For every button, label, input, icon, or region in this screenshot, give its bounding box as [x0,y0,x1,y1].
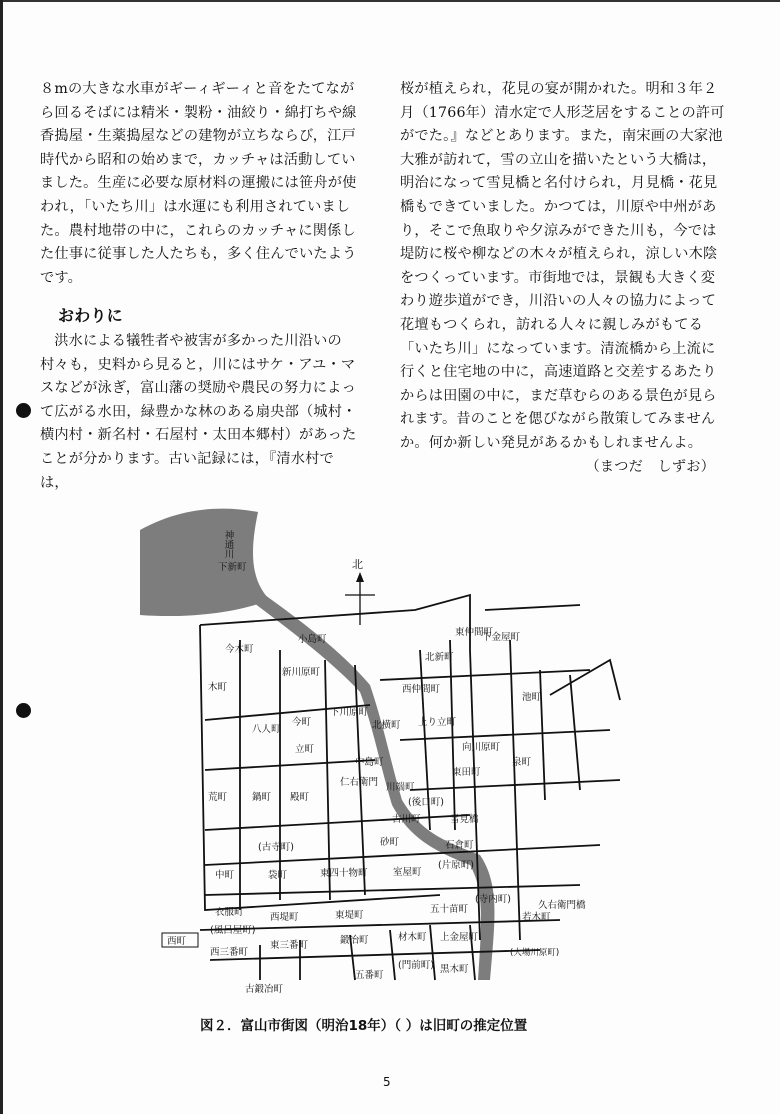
map-label-noborimachi: 上り立町 [418,717,457,728]
binding-hole-upper [16,403,31,418]
right-paragraph: 桜が植えられ，花見の宴が開かれた。明和３年２月（1766年）清水定で人形芝居をすることの許可がでた。』などとあります。また，南宋画の大家池大雅が訪れて，雪の立山を描いたという大橋は，明治になって雪見橋と名付けられ，月見橋・花見橋もできていました。かつては，川原や中州があり，そこで魚取りや夕涼みができた川も，今では堤防に桜や柳などの木々が植えられ，涼しい木陰をつくっています。市街地では，景観も大きく変わり遊歩道ができ，川沿いの人々の協力によって花壇もつくられ，訪れる人々に親しみがもてる「いたち川」になっています。清流橋から上流に行くと住宅地の中に，高速道路と交差するあたりからは田園の中に，まだ草むらのある景色が見られます。昔のことを偲びながら散策してみませんか。何か新しい発見があるかもしれませんよ。 [400,81,725,451]
right-column [400,78,725,479]
map-label-katahara: (片原町) [438,860,474,871]
map-label-atokuchi: (後口町) [408,797,444,808]
map-label-irumachi: 衣服町 [215,907,244,918]
map-label-furukajimachi: 古鍛冶町 [245,984,284,995]
map-label-muroyacho: 室屋町 [393,867,422,878]
map-label-furoyamachi: (風呂屋町) [210,925,256,936]
map-label-aramachi: 荒町 [208,792,228,803]
page-top-edge [0,0,780,2]
map-label-nishisanban: 西三番町 [210,947,249,958]
map-label-kojimacho: 小島町 [298,634,327,645]
map-label-kamikanaya: 上金屋町 [440,932,479,943]
map-label-higashinakanomachi: 東仲間町 [455,627,494,638]
map-label-hachininmachi: 八人町 [252,724,281,735]
map-label-wakagimachi: 若木町 [522,912,551,923]
map-label-kitayanagimachi: 北横町 [372,720,401,731]
binding-hole-lower [16,703,31,718]
map-label-shimoshinmachi: 下新町 [218,562,247,573]
map-label-tonomachi: 殿町 [290,792,310,803]
map-label-jinzu: 神通川 [222,530,234,559]
map-label-shimokanayamachi: 下金屋町 [482,632,521,643]
map-label-furukawamachi: 古川町 [392,814,421,825]
map-label-mukaikawaramachi: 向川原町 [462,742,501,753]
map-label-kyuemon: 久右衛門橋 [538,900,586,911]
left-paragraph-1: ８mの大きな水車がギーィギーィと音をたてながら回るそばには精米・製粉・油絞り・綿打ちや線香搗屋・生薬搗屋などの建物が立ちならび，江戸時代から昭和の始めまで，カッチャは活動していました。生産に必要な原材料の運搬には笹舟が使われ，「いたち川」は水運にも利用されていました。農村地帯の中に，これらのカッチャに関係した仕事に従事した人たちも，多く住んでいたようです。 [40,81,357,286]
map-label-higashitsutsumi: 東堤町 [335,910,364,921]
map-label-mondaimachi: (門前町) [398,960,434,971]
toyama-street-map [140,500,660,1000]
map-label-kitashinmachi: 北新町 [425,652,454,663]
north-label: 北 [352,558,363,571]
map-label-kawabatamachi: 川端町 [386,782,415,793]
map-label-fukuromachi: 袋町 [268,870,288,881]
map-label-higashisanban: 東三番町 [270,940,309,951]
map-label-gobanmachi: 五番町 [355,970,384,981]
map-label-nakajimamachi: 中島町 [355,757,384,768]
section-heading: おわりに [58,306,123,326]
figure-caption: 図２．富山市街図（明治18年）（ ）は旧町の推定位置 [200,1018,528,1034]
map-label-nakamachi: 中町 [215,870,235,881]
map-label-shimokawaramachi: 下川原町 [330,707,369,718]
map-label-goshimachi: 五十苗町 [430,904,469,915]
map-label-izumimachi: 泉町 [512,757,532,768]
map-label-shinkawaramachi: 新川原町 [282,667,321,678]
map-label-nishinakanomachi: 西仲間町 [402,684,441,695]
page-left-edge [0,0,3,1114]
map-label-kurokimachi: 黒木町 [440,964,469,975]
map-label-tatemachi: 立町 [295,744,315,755]
map-label-teramachi: (寺内町) [475,894,511,905]
map-label-nishitsutsumi: 西堤町 [270,912,299,923]
map-label-ishikuramachi: 石倉町 [445,840,474,851]
map-label-kajimachi: 鍛冶町 [340,935,369,946]
map-label-daikukawara: (大場川原町) [510,948,560,958]
map-label-sunamachi: 砂町 [380,837,400,848]
map-label-sashimachi: 鍋町 [252,792,272,803]
map-label-higashidamachi: 東田町 [452,767,481,778]
map-label-imakimachi: 今木町 [225,644,254,655]
map-label-imamachi: 今町 [292,717,312,728]
page-number: 5 [383,1075,391,1089]
map-label-kodera: (古寺町) [258,842,294,853]
left-column [40,78,358,495]
map-label-yukimibashi: 雪見橋 [450,814,479,825]
map-label-zaimokumachi: 材木町 [398,932,427,943]
left-paragraph-2: 洪水による犠牲者や被害が多かった川沿いの村々も，史料から見ると，川にはサケ・アユ・マスなどが泳ぎ，富山藩の奨励や農民の努力によって広がる水田，緑豊かな林のある扇央部（城村・横内村・新名村・石屋村・太田本郷村）があったことが分かります。古い記録には，『清水村では， [40,332,357,491]
map-label-nishimachi: 西町 [167,936,187,947]
map-label-higashi4: 東四十物町 [320,868,368,879]
map-label-ki-machi: 木町 [208,682,228,693]
author-credit: （まつだ しずお） [585,458,715,475]
map-label-nishimachi-h: 仁右衛門 [340,777,379,788]
map-label-ikemachi: 池町 [522,692,542,703]
